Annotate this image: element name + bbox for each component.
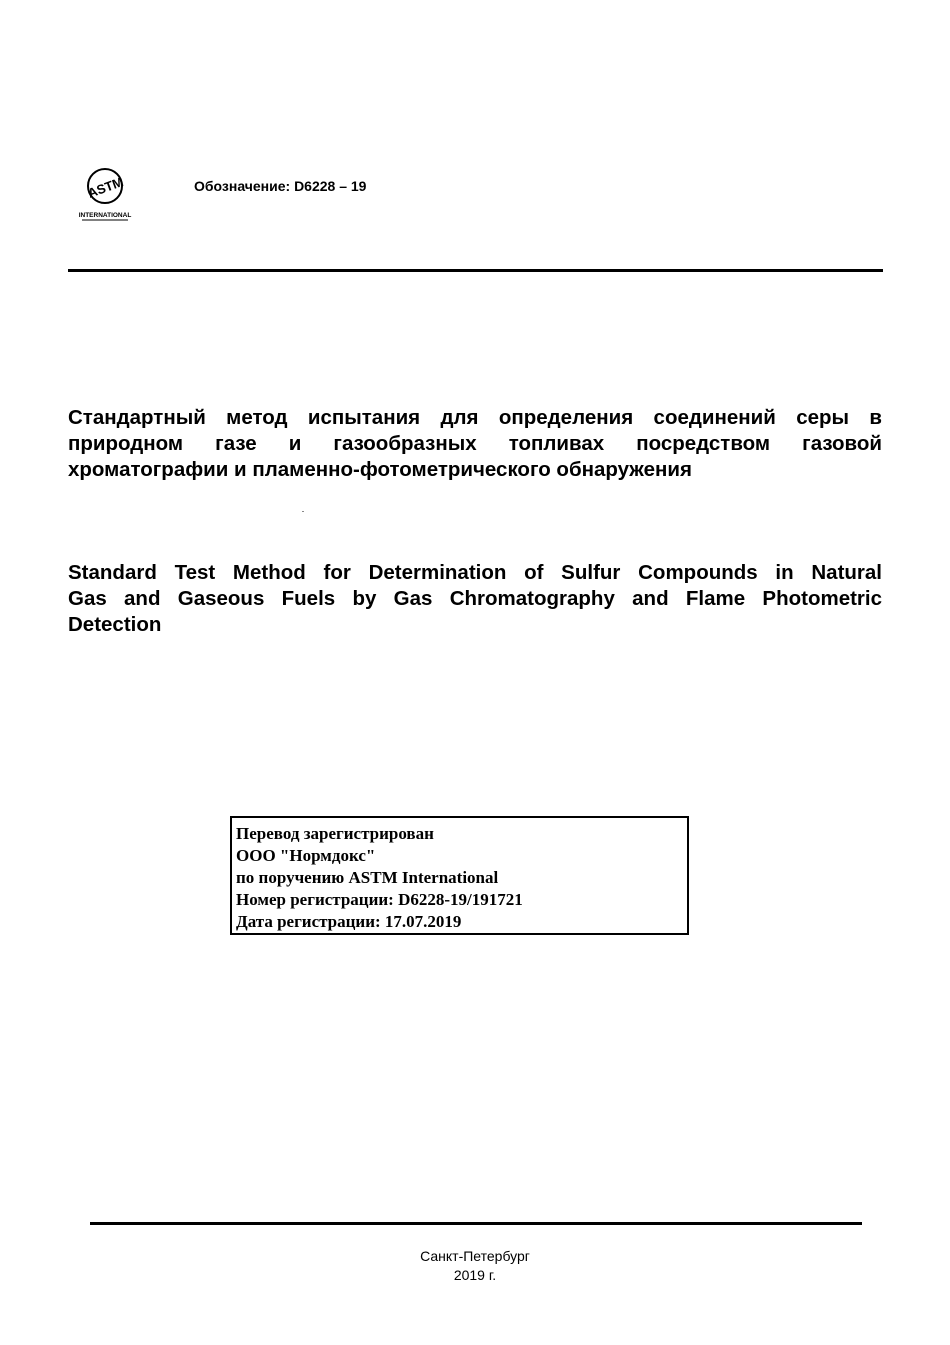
title-english-line: Standard Test Method for Determination of Sulfur Compounds in Natural <box>68 561 882 584</box>
registration-number: Номер регистрации: D6228-19/191721 <box>236 890 523 909</box>
title-russian-line: хроматографии и пламенно-фотометрического обнаружения <box>68 458 692 481</box>
footer-city: Санкт-Петербург <box>420 1248 530 1264</box>
title-english <box>68 560 882 638</box>
title-russian <box>68 405 882 483</box>
registration-line: по поручению ASTM International <box>236 868 499 887</box>
document-designation: Обозначение: D6228 – 19 <box>194 178 367 194</box>
registration-stamp <box>230 816 689 935</box>
stray-mark <box>302 511 304 512</box>
registration-line: Перевод зарегистрирован <box>236 824 434 843</box>
registration-line: ООО "Нормдокс" <box>236 846 376 865</box>
svg-text:ASTM: ASTM <box>85 174 126 201</box>
svg-text:INTERNATIONAL: INTERNATIONAL <box>78 212 132 219</box>
bottom-divider <box>90 1222 862 1225</box>
footer-year: 2019 г. <box>453 1267 497 1283</box>
title-russian-line: природном газе и газообразных топливах посредством газовой <box>68 432 882 455</box>
title-english-line: Gas and Gaseous Fuels by Gas Chromatography and Flame Photometric <box>68 587 882 610</box>
registration-date: Дата регистрации: 17.07.2019 <box>236 912 462 931</box>
title-english-line: Detection <box>68 613 162 636</box>
top-divider <box>68 269 883 272</box>
title-russian-line: Стандартный метод испытания для определения соединений серы в <box>68 406 882 429</box>
astm-logo <box>78 165 132 223</box>
